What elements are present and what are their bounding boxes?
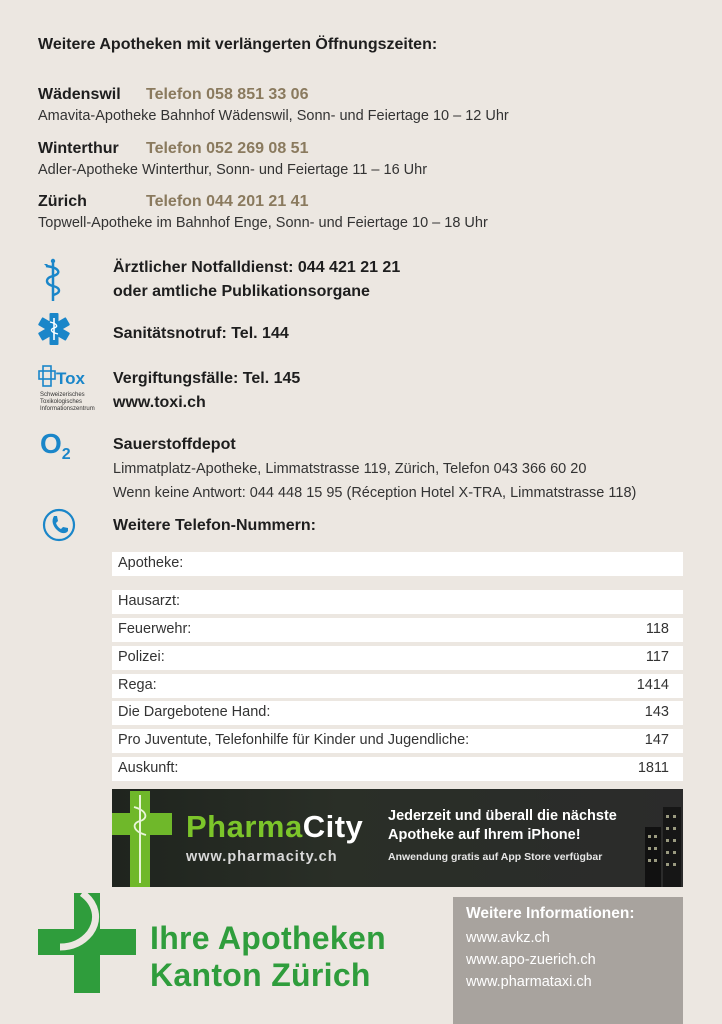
oxygen-line1: Limmatplatz-Apotheke, Limmatstrasse 119, Zürich, Telefon 043 366 60 20 (113, 461, 587, 477)
phone-row-label: Feuerwehr: (118, 621, 192, 637)
green-cross-icon (112, 789, 182, 887)
banner-brand (186, 809, 363, 845)
info-box (453, 897, 683, 1024)
oxygen-subscript: 2 (61, 446, 71, 463)
phone-row-label: Hausarzt: (118, 593, 181, 609)
pharmacy-phone-zuerich[interactable]: Telefon 044 201 21 41 (146, 193, 309, 210)
phone-row-label: Auskunft: (118, 760, 179, 776)
oxygen-icon (40, 428, 84, 462)
phone-row-value: 1414 (636, 677, 669, 693)
phone-row-dargebotene-hand[interactable] (112, 701, 683, 725)
page-heading: Weitere Apotheken mit verlängerten Öffnungszeiten: (38, 36, 438, 53)
poison-number: Vergiftungsfälle: Tel. 145 (113, 370, 301, 387)
info-link-avkz[interactable]: www.avkz.ch (466, 930, 550, 946)
poison-website[interactable]: www.toxi.ch (113, 394, 206, 411)
phone-row-pro-juventute[interactable] (112, 729, 683, 753)
tox-caption-2: Toxikologisches (40, 399, 83, 405)
tox-logo-text: Tox (56, 369, 85, 388)
pharmacy-desc-winterthur: Adler-Apotheke Winterthur, Sonn- und Feiertage 11 – 16 Uhr (38, 162, 428, 178)
pharmacy-city-waedenswil: Wädenswil (38, 86, 121, 103)
phone-row-label: Pro Juventute, Telefonhilfe für Kinder und Jugendliche: (118, 732, 470, 748)
building-silhouette-icon (645, 807, 681, 887)
caduceus-icon (41, 258, 65, 302)
info-link-apo-zuerich[interactable]: www.apo-zuerich.ch (466, 952, 596, 968)
phone-row-hausarzt[interactable] (112, 590, 683, 614)
pharmacy-phone-waedenswil[interactable]: Telefon 058 851 33 06 (146, 86, 309, 103)
phone-row-rega[interactable] (112, 674, 683, 698)
phone-icon (42, 508, 76, 542)
banner-url[interactable]: www.pharmacity.ch (186, 849, 338, 865)
more-numbers-heading: Weitere Telefon-Nummern: (113, 517, 316, 534)
brand-line-1: Ihre Apotheken (150, 920, 386, 956)
phone-row-label: Die Dargebotene Hand: (118, 704, 271, 720)
phone-row-value: 1811 (637, 760, 669, 776)
pharmacy-cross-logo-icon (38, 893, 136, 993)
doctor-emergency-line1: Ärztlicher Notfalldienst: 044 421 21 21 (113, 259, 401, 276)
phone-row-label: Apotheke: (118, 555, 184, 571)
phone-row-feuerwehr[interactable] (112, 618, 683, 642)
tox-caption-3: Informationszentrum (40, 406, 95, 412)
pharmacy-city-zuerich: Zürich (38, 193, 87, 210)
phone-row-value: 143 (644, 704, 669, 720)
phone-row-label: Rega: (118, 677, 157, 693)
pharmacity-banner[interactable] (112, 789, 683, 887)
phone-row-auskunft[interactable] (112, 757, 683, 781)
pharmacy-phone-winterthur[interactable]: Telefon 052 269 08 51 (146, 140, 309, 157)
pharmacy-desc-zuerich: Topwell-Apotheke im Bahnhof Enge, Sonn- und Feiertage 10 – 18 Uhr (38, 215, 488, 231)
phone-row-value: 117 (645, 649, 669, 665)
banner-brand-pharma: Pharma (186, 809, 303, 844)
ambulance-number: Sanitätsnotruf: Tel. 144 (113, 325, 289, 342)
oxygen-symbol: O (40, 428, 62, 459)
tox-logo-icon (38, 365, 102, 421)
brand-line-2: Kanton Zürich (150, 957, 371, 993)
phone-row-value: 147 (644, 732, 669, 748)
info-title: Weitere Informationen: (466, 905, 635, 922)
banner-brand-city: City (302, 809, 364, 844)
oxygen-line2: Wenn keine Antwort: 044 448 15 95 (Réception Hotel X-TRA, Limmatstrasse 118) (113, 485, 637, 501)
phone-row-label: Polizei: (118, 649, 165, 665)
phone-row-value: 118 (645, 621, 669, 637)
banner-app-note: Anwendung gratis auf App Store verfügbar (388, 851, 603, 863)
doctor-emergency-line2: oder amtliche Publikationsorgane (113, 283, 370, 300)
info-link-pharmataxi[interactable]: www.pharmataxi.ch (466, 974, 592, 990)
banner-tagline-2: Apotheke auf Ihrem iPhone! (388, 827, 581, 843)
phone-row-apotheke[interactable] (112, 552, 683, 576)
oxygen-title: Sauerstoffdepot (113, 436, 236, 453)
phone-row-polizei[interactable] (112, 646, 683, 670)
tox-caption-1: Schweizerisches (40, 392, 85, 398)
star-of-life-icon (37, 312, 71, 346)
banner-tagline-1: Jederzeit und überall die nächste (388, 808, 617, 824)
pharmacy-city-winterthur: Winterthur (38, 140, 119, 157)
pharmacy-desc-waedenswil: Amavita-Apotheke Bahnhof Wädenswil, Sonn- und Feiertage 10 – 12 Uhr (38, 108, 509, 124)
